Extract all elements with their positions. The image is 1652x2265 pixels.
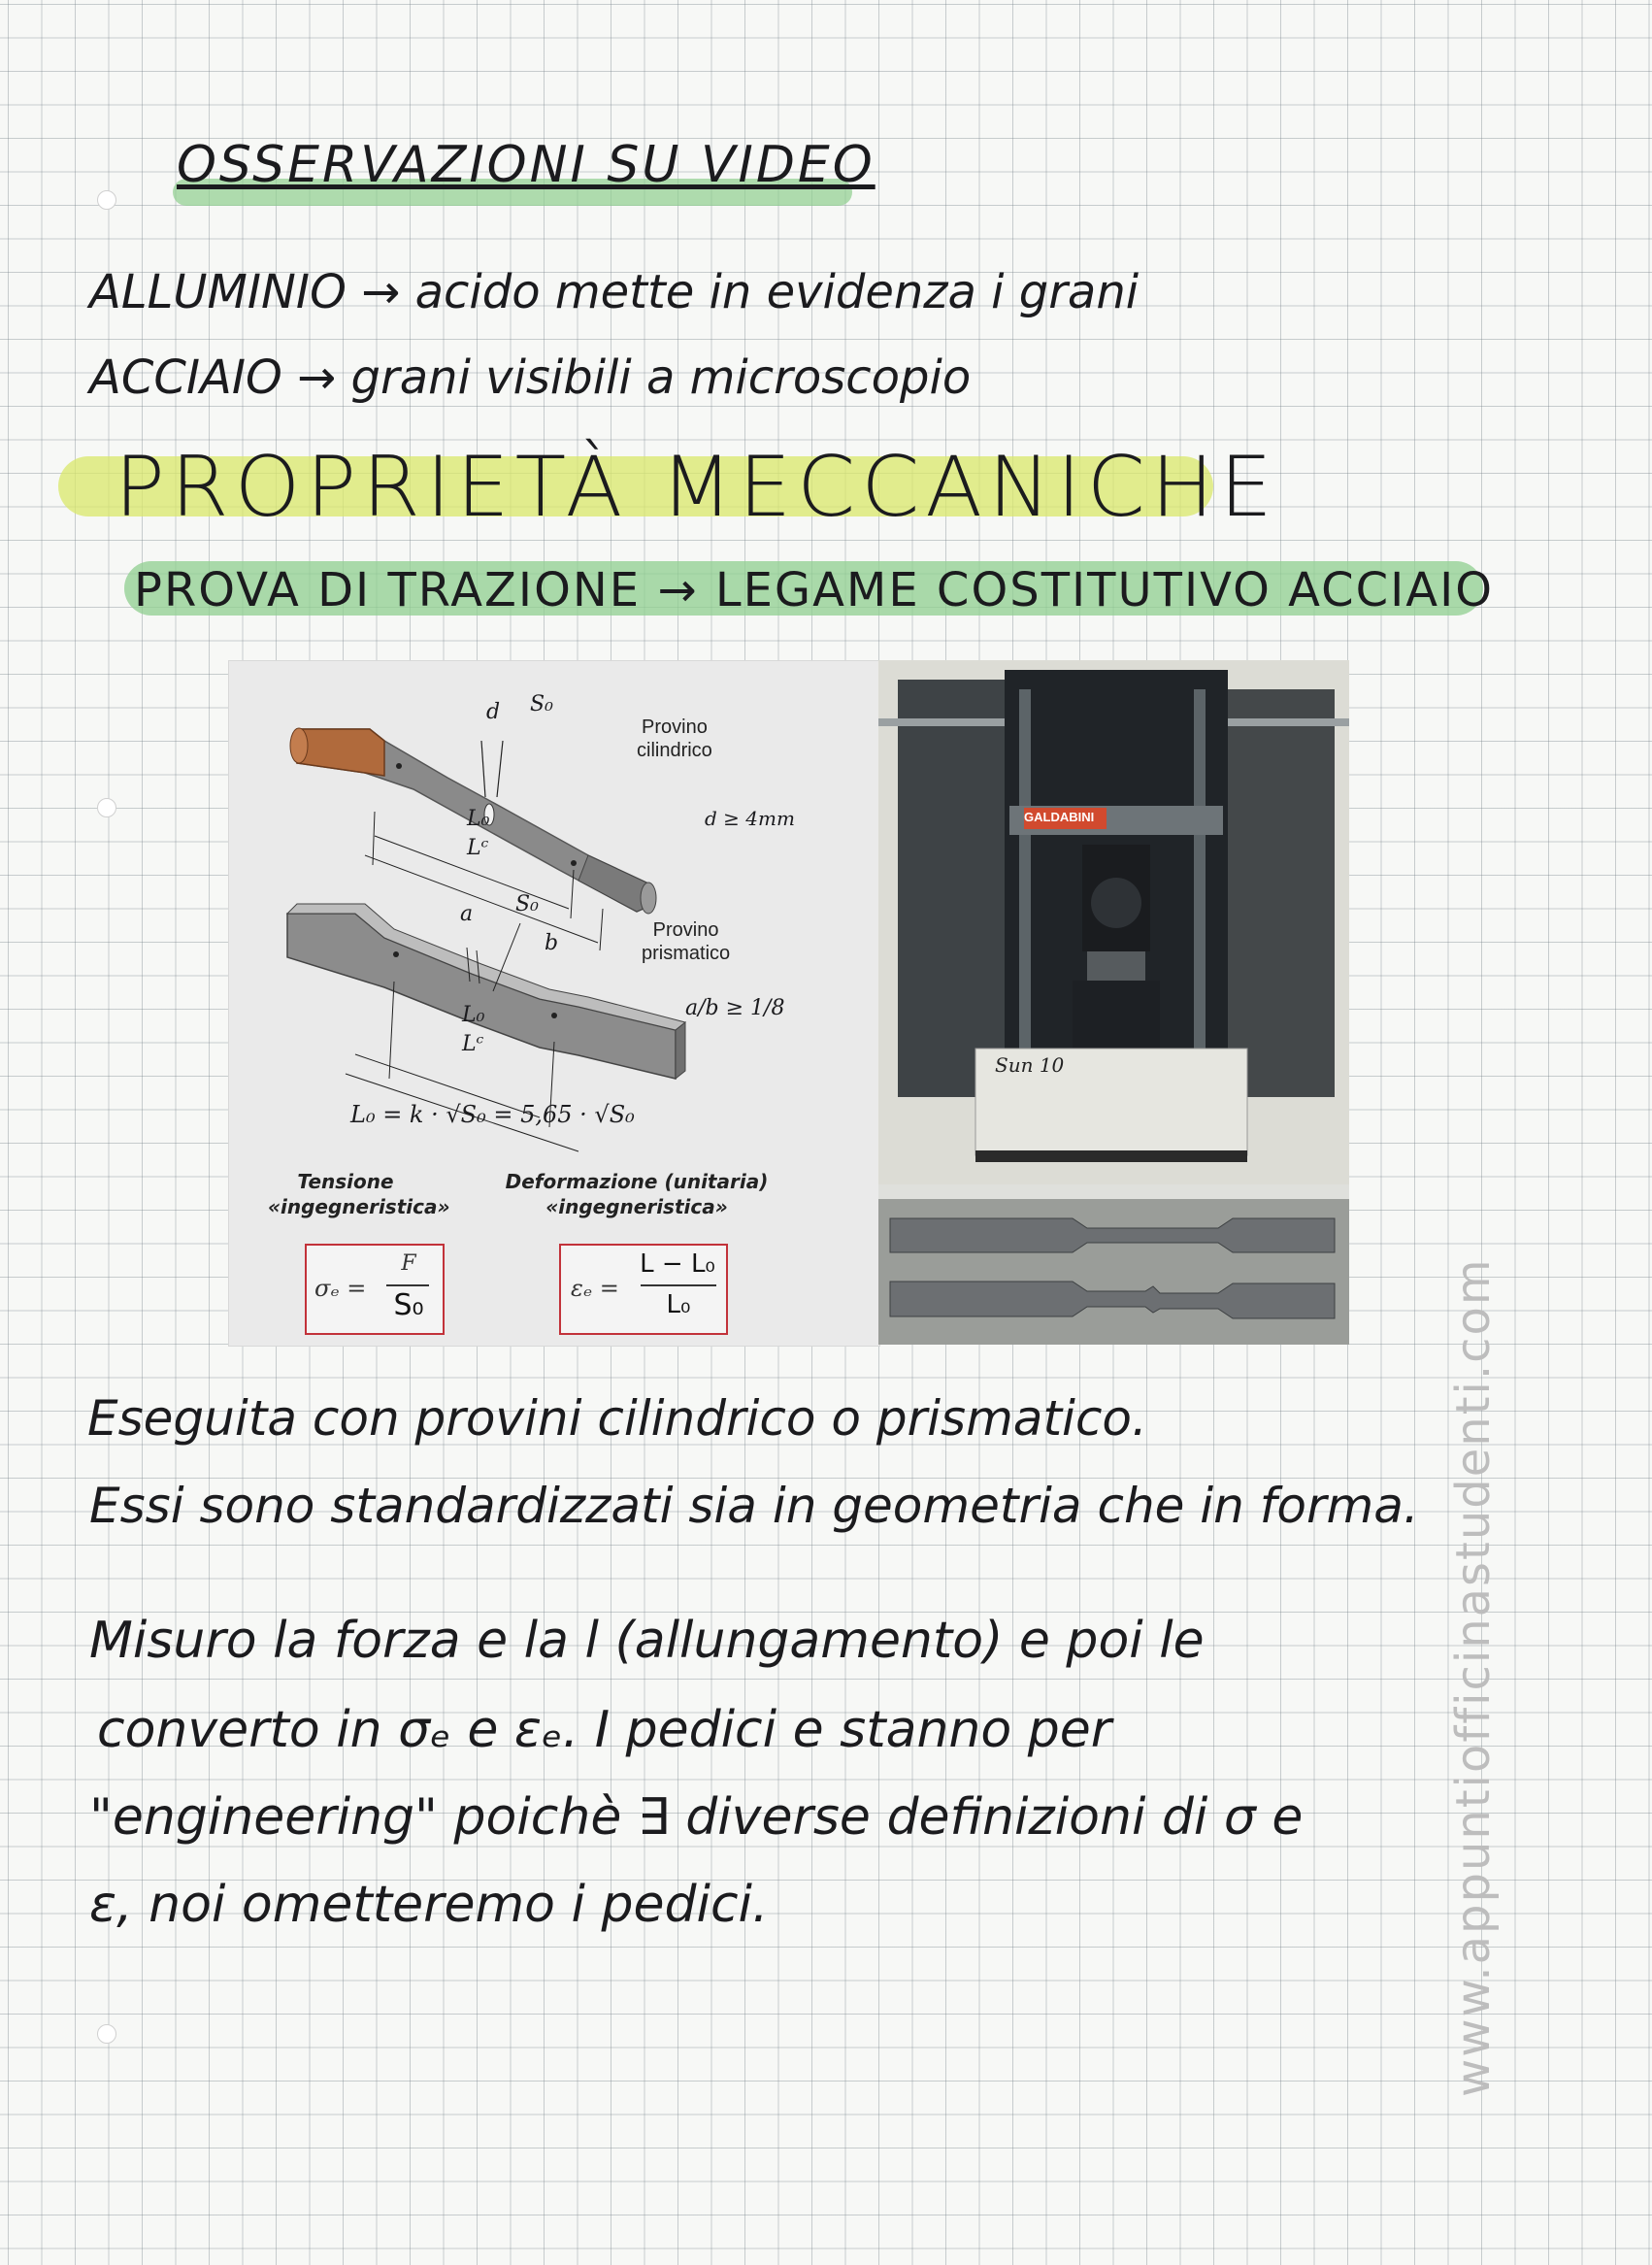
strain-denominator: L₀ [666,1290,691,1319]
machine-brand: GALDABINI [1024,810,1095,824]
page-title: OSSERVAZIONI SU VIDEO [177,136,876,194]
punch-hole-middle [97,798,116,817]
strain-label: Deformazione (unitaria) «ingegneristica» [505,1170,769,1218]
machine-photo-drawing [878,660,1349,1345]
label-lc: Lᶜ [467,836,489,860]
stress-denominator: S₀ [393,1288,424,1322]
punch-hole-top [97,190,116,210]
tensile-machine-photo [878,660,1349,1345]
label-s0: S₀ [530,692,553,716]
note-steel: ACCIAIO → grani visibili a microscopio [89,350,972,405]
strain-numerator: L − L₀ [640,1249,715,1279]
label-b: b [545,931,559,955]
label-prismatic: Provino prismatico [642,919,731,964]
label-s0-prism: S₀ [515,892,539,916]
watermark: www.appuntiofficinastudenti.com [1446,1257,1501,2097]
stress-numerator: F [401,1251,416,1276]
body-line-3: Misuro la forza e la l (allungamento) e poi le [89,1612,1205,1670]
strain-lhs: εₑ = [571,1275,619,1302]
label-a: a [460,902,474,926]
label-l0-prism: L₀ [462,1003,485,1027]
stress-formula-box [305,1244,445,1335]
strain-fraction-bar [641,1284,716,1286]
note-aluminium: ALLUMINIO → acido mette in evidenza i grani [89,265,1140,319]
tensile-specimen-diagram [228,660,880,1347]
stress-label: Tensione «ingegneristica» [268,1170,450,1218]
machine-model: Sun 10 [995,1053,1065,1077]
strain-formula-box [559,1244,728,1335]
body-line-4: converto in σₑ e εₑ. I pedici e stanno per [97,1701,1112,1759]
body-line-5: "engineering" poichè ∃ diverse definizioni di σ e [89,1788,1304,1847]
label-d: d [486,700,501,724]
body-line-2: Essi sono standardizzati sia in geometria che in forma. [89,1478,1419,1534]
body-line-6: ε, noi ometteremo i pedici. [89,1876,769,1934]
gauge-length-formula: L₀ = k · √S₀ = 5,65 · √S₀ [350,1101,635,1128]
label-l0: L₀ [467,807,490,831]
label-lc-prism: Lᶜ [462,1032,484,1056]
body-line-1: Eseguita con provini cilindrico o prismatico. [87,1390,1147,1447]
subsection-title: PROVA DI TRAZIONE → LEGAME COSTITUTIVO ACCIAIO [134,563,1495,617]
stress-lhs: σₑ = [314,1275,367,1302]
label-ratio-condition: a/b ≥ 1/8 [685,996,785,1020]
label-d-condition: d ≥ 4mm [705,807,795,830]
section-title: PROPRIETÀ MECCANICHE [115,439,1278,536]
punch-hole-bottom [97,2024,116,2044]
label-cylindrical: Provino cilindrico [637,716,712,761]
stress-fraction-bar [386,1284,429,1286]
